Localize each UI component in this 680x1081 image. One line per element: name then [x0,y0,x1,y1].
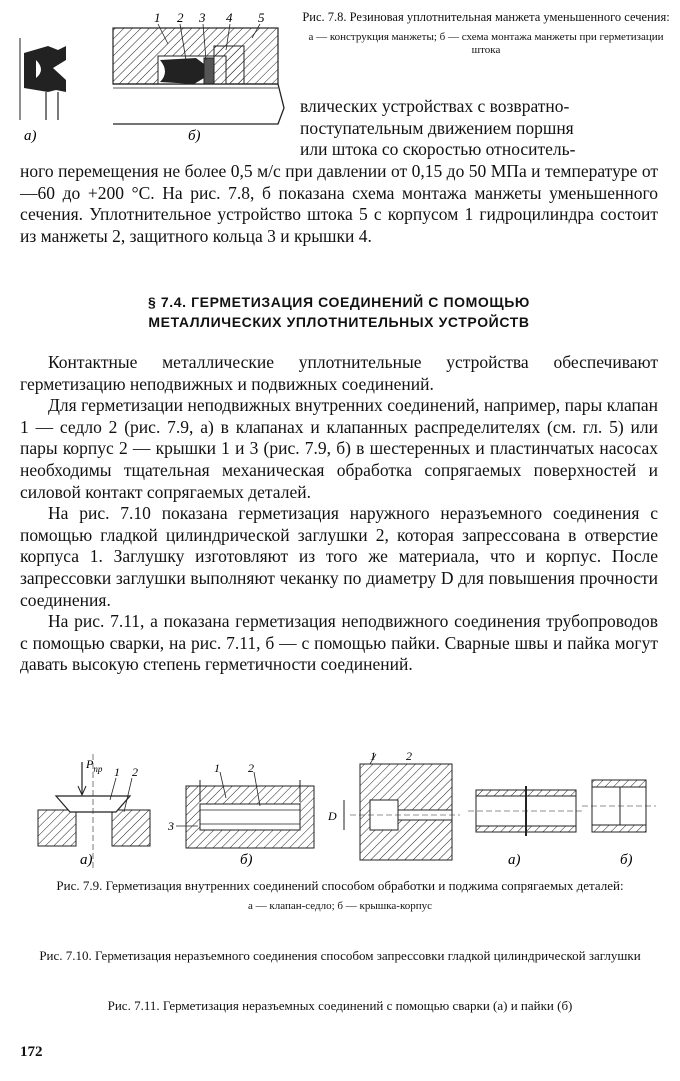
cuff-section-a [20,38,66,120]
fig711-welded-pipe [468,786,584,836]
fig79a-num-2: 2 [132,765,138,779]
wrap-line-1: влических устройствах с возвратно- [300,96,570,116]
fig78-num-2: 2 [177,10,184,25]
fig78-label-b: б) [188,128,201,144]
fig79-caption-title: Рис. 7.9. Герметизация внутренних соединений способом обработки и поджима сопрягаемых деталей: [56,878,624,893]
paragraph-5: На рис. 7.11, а показана герметизация неподвижного соединения трубопроводов с помощью сварки, на рис. 7.11, б — с помощью пайки. Сварные швы и пайка могут давать высокую степень герметичности соединений. [20,611,658,675]
mounting-scheme-b [113,24,284,124]
fig711-soldered-pipe [582,780,656,832]
para1-rest: ного перемещения не более 0,5 м/с при давлении от 0,15 до 50 МПа и температуре от —60 до +200 °С. На рис. 7.8, б показана схема монтажа манжеты уменьшенного сечения. Уплотнительное устройство штока 5 с корпусом 1 гидроцилиндра состоит из манжеты 2, защитного кольца 3 и крышки 4. [20,161,658,246]
figure-7-8-caption [300,10,672,57]
wrap-text-block [300,96,658,161]
paragraph-3: Для герметизации неподвижных внутренних соединений, например, пары клапан 1 — седло 2 (рис. 7.9, а) в клапанах и клапанных распределителях (см. гл. 5) или пары корпус 2 — крышки 1 и 3 (рис. 7.9, б) в шестеренных и пластинчатых насосах необходимы тщательная механическая обработка сопрягаемых поверхностей и силовой контакт сопрягаемых деталей. [20,395,658,502]
figures-bottom-drawing [20,752,660,877]
heading-line-1: § 7.4. ГЕРМЕТИЗАЦИЯ СОЕДИНЕНИЙ С ПОМОЩЬЮ [148,294,530,310]
fig711-label-b: б) [620,852,633,868]
d-label: D [328,809,337,823]
fig79-caption-legend: а — клапан-седло; б — крышка-корпус [248,900,432,912]
fig711-label-a: а) [508,852,521,868]
fig79a-num-1: 1 [114,765,120,779]
paragraph-4: На рис. 7.10 показана герметизация наружного неразъемного соединения с помощью гладкой цилиндрической заглушки 2, которая запрессована в отверстие корпуса 1. Заглушку изготовляют из того же материала, что и корпус. После запрессовки заглушки выполняют чеканку по диаметру D для повышения прочности соединения. [20,503,658,610]
section-heading [20,292,658,332]
fig78-num-5: 5 [258,10,265,25]
fig78-num-3: 3 [199,10,206,25]
fig78-label-a: а) [24,128,37,144]
fig79b-num-1: 1 [214,761,220,775]
fig79-label-a: а) [80,852,93,868]
paragraph-2: Контактные металлические уплотнительные устройства обеспечивают герметизацию неподвижных и подвижных соединений. [20,352,658,394]
main-text [20,352,658,676]
fig79-label-b: б) [240,852,253,868]
fig710-plug [344,754,460,860]
page-number: 172 [20,1044,43,1060]
wrap-line-3: или штока со скоростью относитель- [300,139,576,160]
wrap-line-2: поступательным движением поршня [300,117,574,138]
fig710-num-1: 1 [370,752,376,763]
fig78-caption-legend: а — конструкция манжеты; б — схема монтажа манжеты при герметизации штока [308,31,664,56]
fig711-caption: Рис. 7.11. Герметизация неразъемных соединений с помощью сварки (а) и пайки (б) [107,998,573,1013]
fig79-cover-housing [176,772,314,848]
fig710-caption: Рис. 7.10. Герметизация неразъемного соединения способом запрессовки гладкой цилиндрической заглушки [39,948,641,963]
figure-7-8-drawing [8,8,293,148]
fig78-caption-title: Рис. 7.8. Резиновая уплотнительная манжета уменьшенного сечения: [302,10,670,24]
fig710-num-2: 2 [406,752,412,763]
fig78-num-4: 4 [226,10,233,25]
fig79b-num-3: 3 [168,819,174,833]
heading-line-2: МЕТАЛЛИЧЕСКИХ УПЛОТНИТЕЛЬНЫХ УСТРОЙСТВ [148,314,530,330]
p-label: $P_{пр}$ [86,757,103,774]
fig79b-num-2: 2 [248,761,254,775]
fig78-num-1: 1 [154,10,161,25]
paragraph-1-continued [20,161,658,247]
fig79-caption [20,878,660,913]
